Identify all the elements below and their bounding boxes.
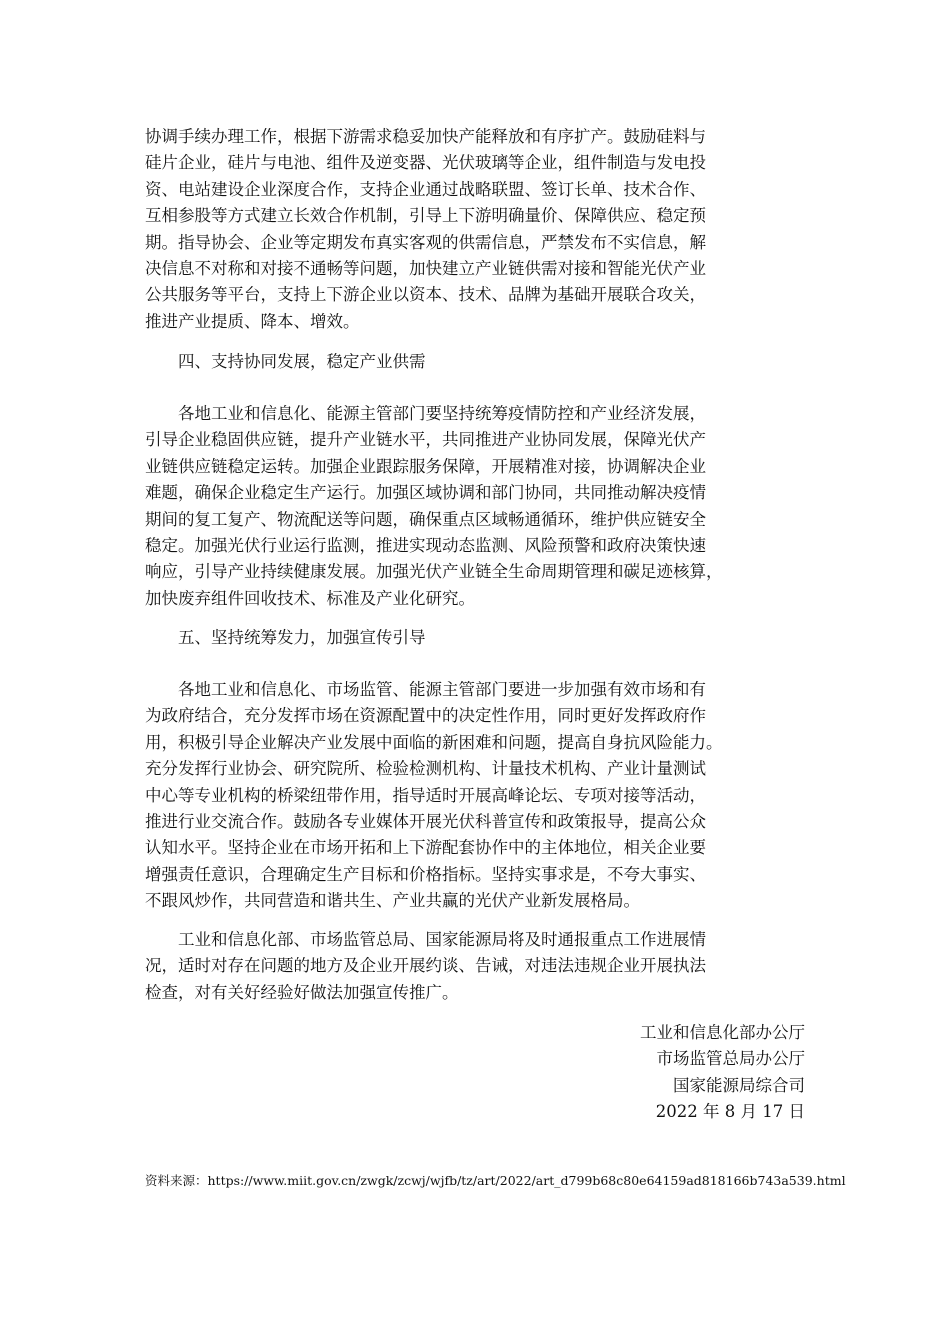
text-line: 业链供应链稳定运转。加强企业跟踪服务保障，开展精准对接，协调解决企业 [145, 456, 706, 476]
text-line: 增强责任意识，合理确定生产目标和价格指标。坚持实事求是，不夸大事实、 [145, 864, 706, 884]
signature-org-samr: 市场监管总局办公厅 [656, 1049, 805, 1069]
paragraph-publicity-guidance [145, 677, 807, 915]
signature-date: 2022 年 8 月 17 日 [655, 1102, 805, 1122]
text-line: 期。指导协会、企业等定期发布真实客观的供需信息，严禁发布不实信息，解 [145, 232, 706, 252]
text-line: 决信息不对称和对接不通畅等问题，加快建立产业链供需对接和智能光伏产业 [145, 259, 706, 279]
text-line: 为政府结合，充分发挥市场在资源配置中的决定性作用，同时更好发挥政府作 [145, 706, 706, 726]
text-line: 响应，引导产业持续健康发展。加强光伏产业链全生命周期管理和碳足迹核算， [145, 562, 723, 582]
text-line: 稳定。加强光伏行业运行监测，推进实现动态监测、风险预警和政府决策快速 [145, 536, 706, 556]
section-heading-4: 四、支持协同发展，稳定产业供需 [178, 352, 426, 371]
text-line: 公共服务等平台，支持上下游企业以资本、技术、品牌为基础开展联合攻关， [145, 285, 706, 305]
text-line: 充分发挥行业协会、研究院所、检验检测机构、计量技术机构、产业计量测试 [145, 759, 706, 779]
text-line: 中心等专业机构的桥梁纽带作用，指导适时开展高峰论坛、专项对接等活动， [145, 785, 706, 805]
text-line: 用，积极引导企业解决产业发展中面临的新困难和问题，提高自身抗风险能力。 [145, 732, 723, 752]
text-line: 硅片企业，硅片与电池、组件及逆变器、光伏玻璃等企业，组件制造与发电投 [145, 153, 706, 173]
text-line: 引导企业稳固供应链，提升产业链水平，共同推进产业协同发展，保障光伏产 [145, 430, 706, 450]
text-line: 互相参股等方式建立长效合作机制，引导上下游明确量价、保障供应、稳定预 [145, 206, 706, 226]
text-line: 推进产业提质、降本、增效。 [145, 311, 360, 331]
text-line: 检查，对有关好经验好做法加强宣传推广。 [145, 982, 459, 1002]
signature-org-miit: 工业和信息化部办公厅 [640, 1023, 805, 1042]
text-line: 各地工业和信息化、能源主管部门要坚持统筹疫情防控和产业经济发展， [145, 404, 706, 423]
section-heading-5: 五、坚持统筹发力，加强宣传引导 [178, 628, 426, 647]
text-line: 况，适时对存在问题的地方及企业开展约谈、告诫，对违法违规企业开展执法 [145, 956, 706, 976]
text-line: 各地工业和信息化、市场监管、能源主管部门要进一步加强有效市场和有 [145, 680, 706, 699]
signature-org-nea: 国家能源局综合司 [673, 1075, 805, 1095]
text-line: 难题，确保企业稳定生产运行。加强区域协调和部门协同，共同推动解决疫情 [145, 483, 706, 503]
text-line: 不跟风炒作，共同营造和谐共生、产业共赢的光伏产业新发展格局。 [145, 891, 640, 911]
paragraph-reporting [145, 927, 807, 1006]
text-line: 协调手续办理工作，根据下游需求稳妥加快产能释放和有序扩产。鼓励硅料与 [145, 127, 706, 146]
source-citation: 资料来源：https://www.miit.gov.cn/zwgk/zcwj/wjfb/tz/art/2022/art_d799b68c80e64159ad818166b743a539.html [145, 1173, 846, 1188]
text-line: 推进行业交流合作。鼓励各专业媒体开展光伏科普宣传和政策报导，提高公众 [145, 812, 706, 832]
text-line: 资、电站建设企业深度合作，支持企业通过战略联盟、签订长单、技术合作、 [145, 179, 706, 199]
paragraph-collaborative-development [145, 401, 807, 612]
paragraph-supply-coordination [145, 124, 807, 335]
signature-block [640, 1020, 805, 1126]
text-line: 工业和信息化部、市场监管总局、国家能源局将及时通报重点工作进展情 [145, 930, 706, 949]
text-line: 加快废弃组件回收技术、标准及产业化研究。 [145, 588, 475, 608]
text-line: 认知水平。坚持企业在市场开拓和上下游配套协作中的主体地位，相关企业要 [145, 838, 706, 858]
text-line: 期间的复工复产、物流配送等问题，确保重点区域畅通循环，维护供应链安全 [145, 509, 706, 529]
